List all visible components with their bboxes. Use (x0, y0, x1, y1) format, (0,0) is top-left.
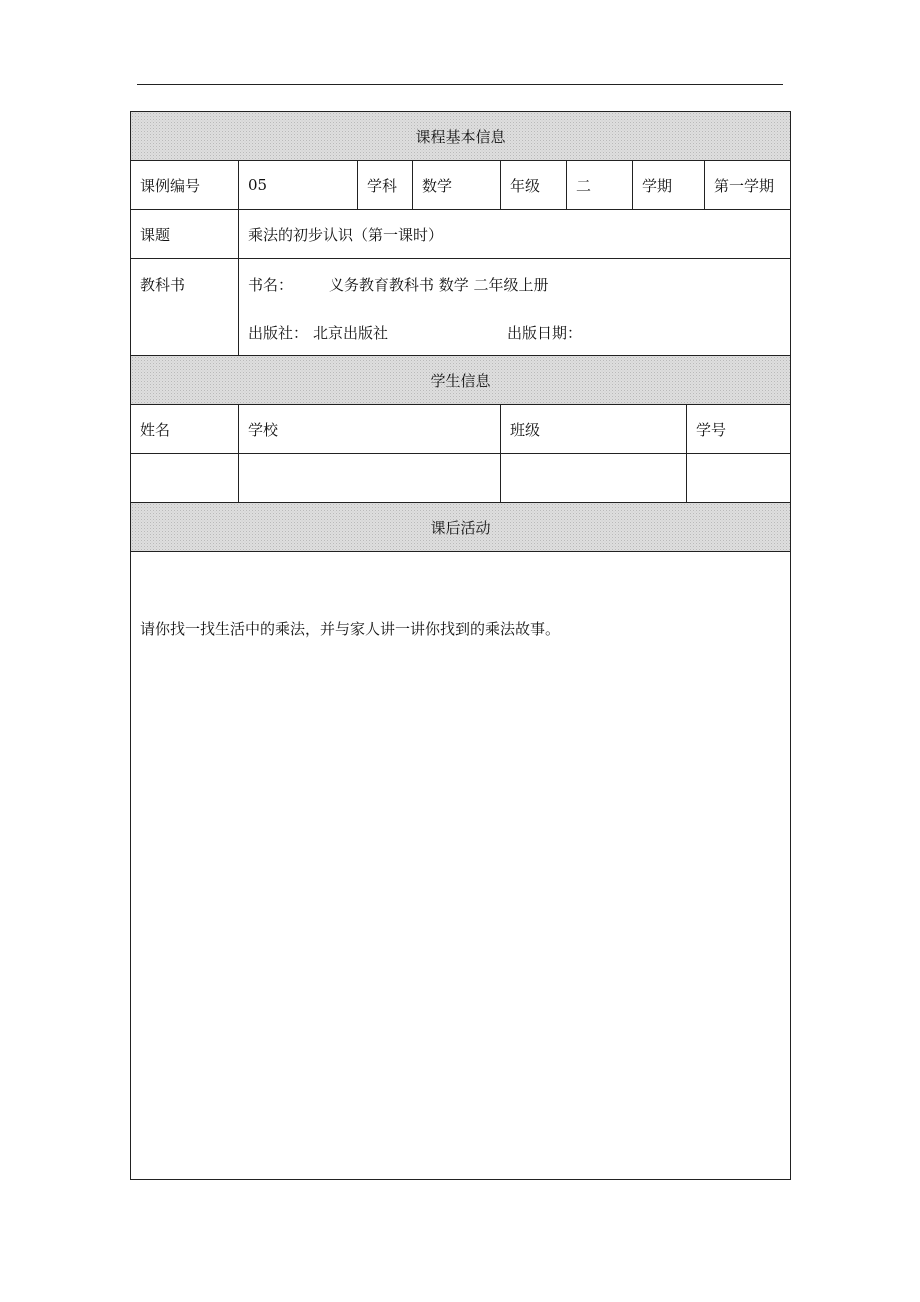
activity-content: 请你找一找生活中的乘法，并与家人讲一讲你找到的乘法故事。 (140, 620, 561, 638)
course-meta-row (131, 161, 790, 210)
subject-value: 数学 (413, 161, 501, 209)
topic-row (131, 210, 790, 259)
textbook-label: 教科书 (131, 259, 239, 355)
lesson-id-value: 05 (239, 161, 358, 209)
subject-label: 学科 (358, 161, 413, 209)
book-name-value: 义务教育教科书 数学 二年级上册 (329, 276, 549, 294)
header-rule (137, 84, 783, 85)
topic-value: 乘法的初步认识（第一课时） (248, 225, 444, 244)
publisher-value: 北京出版社 (313, 324, 389, 342)
topic-label: 课题 (131, 210, 239, 258)
textbook-row (131, 259, 790, 356)
course-info-title: 课程基本信息 (415, 127, 506, 146)
activity-title: 课后活动 (430, 518, 491, 537)
term-label: 学期 (633, 161, 705, 209)
student-value-row (131, 454, 790, 503)
student-class-field[interactable] (501, 454, 687, 502)
grade-label: 年级 (501, 161, 567, 209)
student-name-field[interactable] (131, 454, 239, 502)
activity-content-area (131, 552, 790, 1179)
student-school-field[interactable] (239, 454, 501, 502)
student-class-header: 班级 (501, 405, 687, 453)
publication-date-label: 出版日期： (507, 324, 583, 342)
grade-value: 二 (567, 161, 633, 209)
student-info-header (131, 356, 790, 405)
student-number-field[interactable] (687, 454, 790, 502)
textbook-details (239, 259, 790, 355)
student-info-title: 学生信息 (430, 371, 491, 390)
publisher-label: 出版社： (248, 324, 309, 342)
course-info-header (131, 112, 790, 161)
student-header-row (131, 405, 790, 454)
student-number-header: 学号 (696, 420, 727, 439)
course-form (130, 111, 791, 1180)
activity-header (131, 503, 790, 552)
lesson-id-label: 课例编号 (131, 161, 239, 209)
book-name-label: 书名： (248, 276, 294, 294)
student-school-header: 学校 (239, 405, 501, 453)
student-name-header: 姓名 (131, 405, 239, 453)
term-value: 第一学期 (714, 176, 775, 195)
